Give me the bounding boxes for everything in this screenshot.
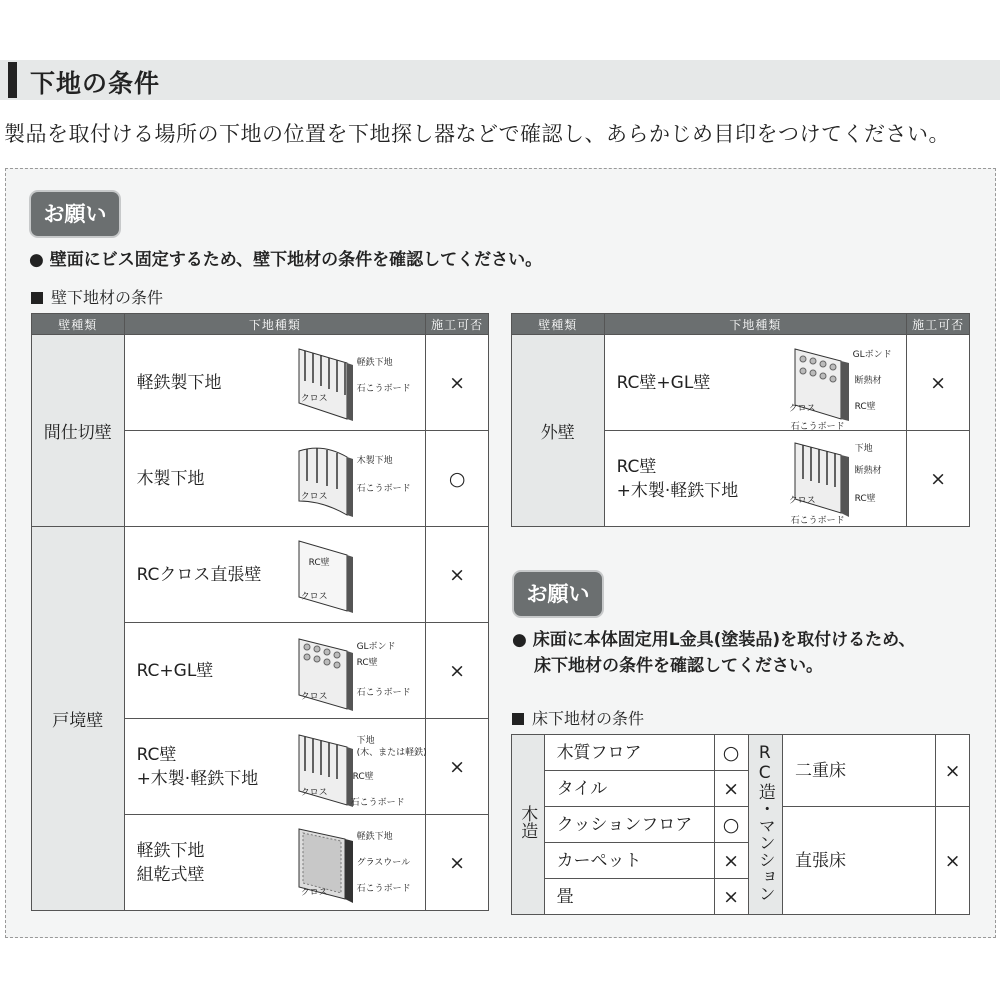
ok-mark: × [426, 815, 489, 911]
diagram-label: 断熱材 [854, 466, 882, 476]
diagram-label: RC壁 [854, 494, 876, 504]
col-header-ok: 施工可否 [426, 314, 489, 335]
floor-base-name: 直張床 [782, 807, 935, 915]
base-name-line2: +木製·軽鉄下地 [136, 768, 259, 789]
base-cell [124, 719, 426, 815]
base-cell [604, 431, 907, 527]
ok-mark: ○ [714, 807, 748, 843]
base-name: 木製下地 [136, 468, 205, 489]
wall-table-interior [31, 313, 489, 911]
ok-mark: × [714, 843, 748, 879]
col-header-base: 下地種類 [604, 314, 907, 335]
diagram-label: 軽鉄下地 [356, 358, 393, 368]
floor-base-name: 二重床 [782, 735, 935, 807]
base-name-line2: 組乾式壁 [136, 864, 205, 885]
diagram-label: 石こうボード [356, 688, 411, 698]
floor-notice-line1: ● 床面に本体固定用L金具(塗装品)を取付けるため、 [512, 630, 916, 650]
base-name: 軽鉄下地 [136, 840, 205, 861]
floor-type-rc: RC造・マンション [748, 735, 782, 915]
diagram-label: 下地 [356, 736, 375, 746]
floor-notice-line2: 床下地材の条件を確認してください。 [534, 656, 823, 676]
base-name: RC+GL壁 [136, 660, 214, 681]
diagram-label: RC壁 [308, 558, 330, 568]
diagram-label: グラスウール [356, 858, 411, 868]
diagram-label: (木、または軽鉄) [356, 748, 427, 758]
col-header-ok: 施工可否 [907, 314, 970, 335]
diagram-label: クロス [300, 492, 328, 502]
diagram-label: クロス [300, 788, 328, 798]
floor-type-wood: 木造 [512, 735, 545, 915]
ok-mark: × [907, 335, 970, 431]
floor-section-title: 床下地材の条件 [512, 706, 644, 729]
ok-mark: × [936, 735, 970, 807]
col-header-type: 壁種類 [32, 314, 125, 335]
base-cell [124, 335, 426, 431]
diagram-label: 木製下地 [356, 456, 393, 466]
lead-text: 製品を取付ける場所の下地の位置を下地探し器などで確認し、あらかじめ目印をつけてください。 [4, 122, 950, 146]
diagram-label: クロス [300, 592, 328, 602]
base-cell [124, 527, 426, 623]
diagram-label: 石こうボード [356, 384, 411, 394]
diagram-label: 石こうボード [350, 798, 405, 808]
ok-mark: ○ [426, 431, 489, 527]
base-name: RC壁+GL壁 [616, 372, 711, 393]
ok-mark: × [714, 771, 748, 807]
base-cell [124, 815, 426, 911]
diagram-label: 断熱材 [854, 376, 882, 386]
diagram-label: RC壁 [356, 658, 378, 668]
diagram-label: 石こうボード [790, 516, 845, 526]
diagram-label: 石こうボード [790, 422, 845, 432]
square-bullet-icon [512, 713, 524, 725]
diagram-label: 石こうボード [356, 884, 411, 894]
base-name: RCクロス直張壁 [136, 564, 262, 585]
base-cell [124, 623, 426, 719]
header-bar-icon [8, 62, 17, 98]
wall-notice: ● 壁面にビス固定するため、壁下地材の条件を確認してください。 [29, 250, 543, 270]
ok-mark: × [426, 335, 489, 431]
diagram-label: 石こうボード [356, 484, 411, 494]
diagram-label: クロス [300, 888, 328, 898]
wall-table-outer [511, 313, 970, 527]
diagram-label: RC壁 [854, 402, 876, 412]
base-cell [124, 431, 426, 527]
wall-section-title: 壁下地材の条件 [31, 285, 163, 308]
ok-mark: × [426, 719, 489, 815]
base-name: RC壁 [616, 456, 657, 477]
diagram-label: クロス [300, 692, 328, 702]
ok-mark: × [907, 431, 970, 527]
diagram-label: クロス [300, 394, 328, 404]
diagram-label: GLボンド [852, 350, 892, 360]
diagram-label: GLボンド [356, 642, 396, 652]
floor-base-name: タイル [544, 771, 714, 807]
floor-table [511, 734, 970, 915]
diagram-label: クロス [788, 404, 816, 414]
ok-mark: ○ [714, 735, 748, 771]
wall-type-boundary: 戸境壁 [32, 527, 125, 911]
ok-mark: × [426, 623, 489, 719]
ok-mark: × [714, 879, 748, 915]
square-bullet-icon [31, 292, 43, 304]
ok-mark: × [936, 807, 970, 915]
request-badge-wall: お願い [31, 192, 119, 236]
diagram-label: 下地 [854, 444, 873, 454]
floor-base-name: 木質フロア [544, 735, 714, 771]
floor-base-name: 畳 [544, 879, 714, 915]
floor-base-name: カーペット [544, 843, 714, 879]
base-name: 軽鉄製下地 [136, 372, 222, 393]
base-name-line2: +木製·軽鉄下地 [616, 480, 739, 501]
ok-mark: × [426, 527, 489, 623]
base-cell [604, 335, 907, 431]
col-header-type: 壁種類 [512, 314, 605, 335]
col-header-base: 下地種類 [124, 314, 426, 335]
page-title: 下地の条件 [30, 69, 161, 98]
diagram-label: クロス [788, 496, 816, 506]
base-name: RC壁 [136, 744, 177, 765]
diagram-label: RC壁 [352, 772, 374, 782]
wall-type-outer: 外壁 [512, 335, 605, 527]
section-header [0, 60, 1000, 100]
wall-type-partition: 間仕切壁 [32, 335, 125, 527]
floor-base-name: クッションフロア [544, 807, 714, 843]
diagram-label: 軽鉄下地 [356, 832, 393, 842]
request-badge-floor: お願い [514, 572, 602, 616]
